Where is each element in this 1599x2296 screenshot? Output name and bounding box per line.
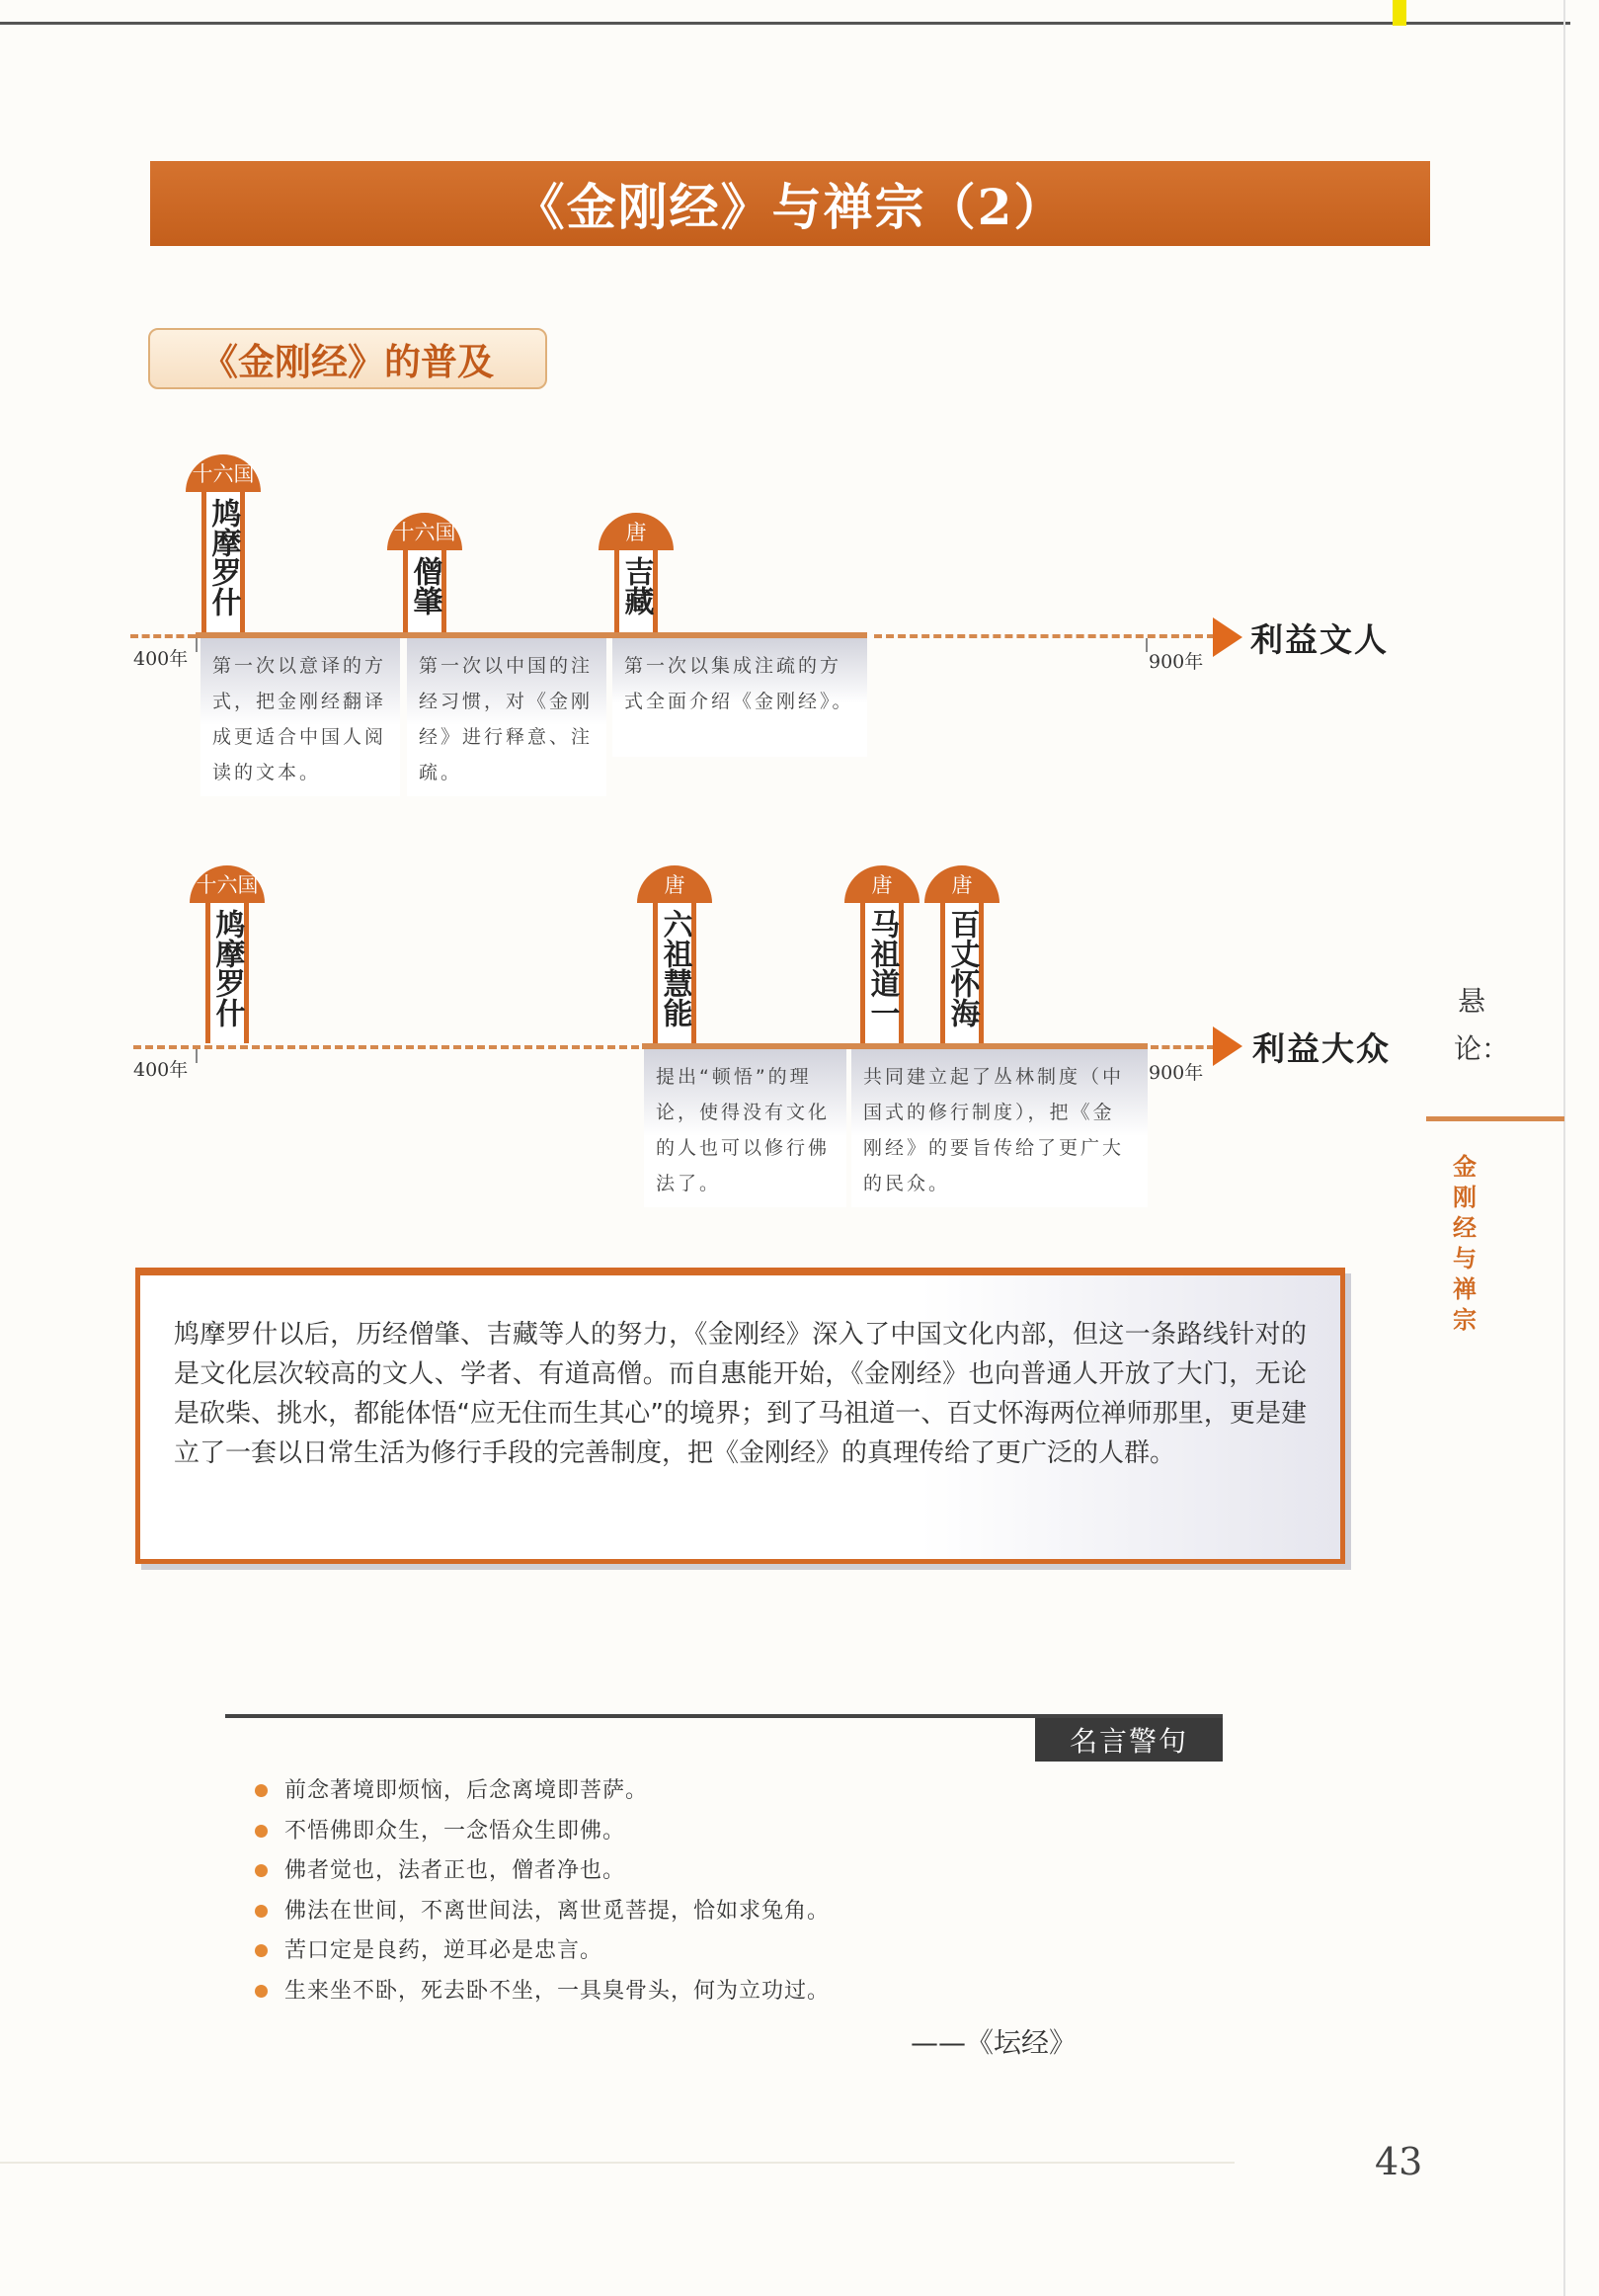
summary-box: 鸠摩罗什以后，历经僧肇、吉藏等人的努力，《金刚经》深入了中国文化内部，但这一条路线针对的是文化层次较高的文人、学者、有道高僧。而自惠能开始，《金刚经》也向普通人开放了大门，无论是砍柴、挑水，都能体悟“应无住而生其心”的境界；到了马祖道一、百丈怀海两位禅师那里，更是建立了一套以日常生活为修行手段的完善制度，把《金刚经》的真理传给了更广泛的人群。 [135, 1268, 1345, 1564]
list-item: 生来坐不卧，死去卧不坐，一具臭骨头，何为立功过。 [255, 1972, 830, 2012]
description-conglin: 共同建立起了丛林制度（中国式的修行制度），把《金刚经》的要旨传给了更广大的民众。 [851, 1049, 1148, 1207]
era-badge: 唐 [844, 865, 919, 903]
description-jizang: 第一次以集成注疏的方式全面介绍《金刚经》。 [612, 638, 867, 757]
page-edge [1563, 0, 1565, 2296]
list-item: 佛法在世间，不离世间法，离世觅菩提，恰如求兔角。 [255, 1892, 830, 1932]
figure-sengzhao: 僧肇 [403, 550, 446, 632]
description-sengzhao: 第一次以中国的注经习惯，对《金刚经》进行释意、注疏。 [407, 638, 606, 796]
list-item: 不悟佛即众生，一念悟众生即佛。 [255, 1812, 830, 1852]
era-badge: 十六国 [186, 454, 261, 492]
description-huineng: 提出“顿悟”的理论，使得没有文化的人也可以修行佛法了。 [644, 1049, 846, 1207]
list-item: 苦口定是良药，逆耳必是忠言。 [255, 1931, 830, 1972]
arrow-icon [1213, 1026, 1242, 1066]
top-color-mark [1393, 0, 1406, 26]
figure-mazu-daoyi: 马祖道一 [860, 903, 904, 1043]
page-title: 《金刚经》与禅宗（2） [150, 161, 1430, 246]
benefit-label: 利益大众 [1252, 1029, 1391, 1068]
era-badge: 十六国 [387, 513, 462, 550]
arrow-icon [1213, 617, 1242, 657]
maxims-source: ——《坛经》 [911, 2026, 1078, 2059]
description-kumarajiva: 第一次以意译的方式，把金刚经翻译成更适合中国人阅读的文本。 [200, 638, 400, 796]
figure-baizhang-huaihai: 百丈怀海 [940, 903, 984, 1043]
list-item: 前念著境即烦恼，后念离境即菩萨。 [255, 1771, 830, 1812]
list-item: 佛者觉也，法者正也，僧者净也。 [255, 1851, 830, 1892]
timeline-dash-left [133, 1045, 639, 1049]
figure-kumarajiva: 鸠摩罗什 [201, 492, 245, 632]
start-year: 400年 [133, 1059, 189, 1081]
timeline-tick [196, 638, 198, 652]
timeline-tick [196, 1049, 198, 1063]
era-badge: 唐 [924, 865, 999, 903]
era-badge: 唐 [637, 865, 712, 903]
side-rule [1426, 1116, 1564, 1121]
figure-kumarajiva: 鸠摩罗什 [205, 903, 249, 1043]
end-year: 900年 [1149, 1062, 1204, 1084]
timeline-dash-right [874, 634, 1215, 638]
chapter-side-label: 悬论： [1454, 985, 1510, 1065]
timeline-dash-left [130, 634, 196, 638]
figure-huineng: 六祖慧能 [653, 903, 696, 1043]
era-badge: 唐 [599, 513, 674, 550]
timeline-tick [1146, 638, 1148, 652]
benefit-label: 利益文人 [1250, 620, 1389, 659]
top-rule [0, 22, 1570, 25]
era-badge: 十六国 [190, 865, 265, 903]
figure-jizang: 吉藏 [614, 550, 658, 632]
timeline-dash-right [1151, 1045, 1215, 1049]
end-year: 900年 [1149, 651, 1204, 673]
maxims-heading: 名言警句 [1035, 1718, 1223, 1762]
maxims-list [255, 1771, 830, 2011]
page-number: 43 [1375, 2140, 1423, 2183]
section-title: 《金刚经》的普及 [148, 328, 547, 389]
bottom-rule [0, 2162, 1235, 2164]
start-year: 400年 [133, 648, 189, 670]
topic-side-label: 金刚经与禅宗 [1453, 1152, 1477, 1334]
